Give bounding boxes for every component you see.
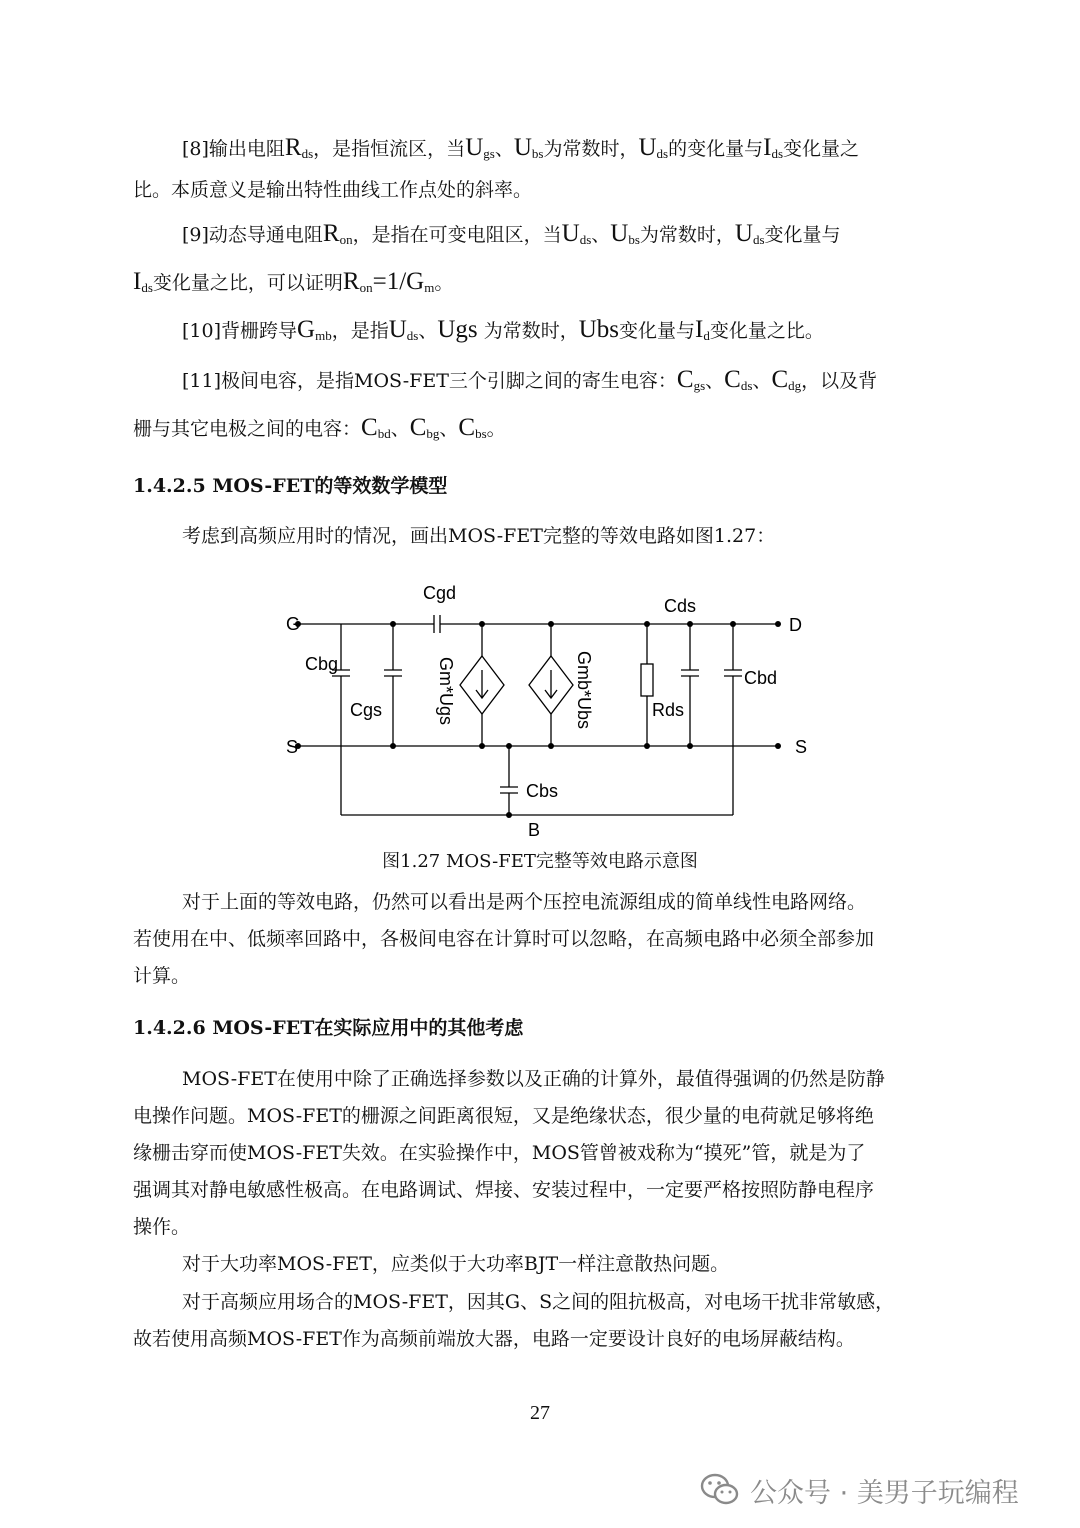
watermark (700, 1470, 1019, 1510)
label-g: G (286, 614, 301, 634)
figure-caption: 图1.27 MOS-FET完整等效电路示意图 (382, 851, 698, 872)
circuit-discussion-line-3: 计算。 (133, 965, 191, 987)
paragraph-11-line-1: [11]极间电容，是指MOS-FET三个引脚之间的寄生电容：$C_{gs}$、$C_{ds}$、$C_{dg}$，以及背 (182, 366, 878, 393)
label-gm-ugs: Gm*Ugs (436, 657, 456, 726)
paragraph-11-line-2: 栅与其它电极之间的电容：$C_{bd}$、$C_{bg}$、$C_{bs}$。 (133, 414, 506, 441)
label-cbs: Cbs (526, 781, 559, 801)
label-rds: Rds (652, 700, 685, 720)
paragraph-10: [10]背栅跨导$G_{mb}$，是指$U_{ds}$、Ugs 为常数时，Ubs变化量与$I_d$变化量之比。 (182, 316, 824, 343)
paragraph-9-line-2: $I_{ds}$变化量之比，可以证明$R_{on}=1/G_m$。 (133, 268, 454, 295)
label-cbg: Cbg (305, 654, 339, 674)
section6-line-8: 故若使用高频MOS-FET作为高频前端放大器，电路一定要设计良好的电场屏蔽结构。 (133, 1328, 855, 1350)
page-number: 27 (530, 1402, 550, 1424)
paragraph-9-line-1: [9]动态导通电阻$R_{on}$，是指在可变电阻区，当$U_{ds}$、$U_{bs}$为常数时，$U_{ds}$变化量与 (182, 220, 841, 247)
label-cgd: Cgd (423, 583, 457, 603)
paragraph-8-line-2: 比。本质意义是输出特性曲线工作点处的斜率。 (133, 179, 533, 201)
wechat-icon (700, 1473, 740, 1507)
label-cgs: Cgs (350, 700, 383, 720)
section6-line-7: 对于高频应用场合的MOS-FET，因其G、S之间的阻抗极高，对电场干扰非常敏感， (182, 1291, 895, 1313)
section6-line-6: 对于大功率MOS-FET，应类似于大功率BJT一样注意散热问题。 (182, 1253, 730, 1275)
section6-line-3: 缘栅击穿而使MOS-FET失效。在实验操作中，MOS管曾被戏称为“摸死”管，就是为了 (133, 1142, 866, 1164)
circuit-discussion-line-2: 若使用在中、低频率回路中，各极间电容在计算时可以忽略，在高频电路中必须全部参加 (133, 928, 875, 950)
figure-intro-text: 考虑到高频应用时的情况，画出MOS-FET完整的等效电路如图1.27： (182, 525, 776, 547)
label-cbd: Cbd (744, 668, 778, 688)
section6-line-5: 操作。 (133, 1216, 191, 1238)
section6-line-2: 电操作问题。MOS-FET的栅源之间距离很短，又是绝缘状态，很少量的电荷就足够将绝 (133, 1105, 874, 1127)
label-gmb-ubs: Gmb*Ubs (574, 651, 594, 730)
label-cds: Cds (664, 596, 697, 616)
section-heading-1-4-2-5: 1.4.2.5 MOS-FET的等效数学模型 (133, 475, 448, 497)
label-d: D (789, 615, 802, 635)
section6-line-4: 强调其对静电敏感性极高。在电路调试、焊接、安装过程中，一定要严格按照防静电程序 (133, 1179, 875, 1201)
label-s-left: S (286, 737, 299, 757)
label-s-right: S (795, 737, 808, 757)
circuit-discussion-line-1: 对于上面的等效电路，仍然可以看出是两个压控电流源组成的简单线性电路网络。 (182, 891, 867, 913)
watermark-text: 公众号 · 美男子玩编程 (750, 1477, 1019, 1509)
section-heading-1-4-2-6: 1.4.2.6 MOS-FET在实际应用中的其他考虑 (133, 1017, 524, 1039)
label-b: B (528, 820, 541, 840)
mosfet-equivalent-circuit (270, 575, 830, 847)
paragraph-8-line-1: [8]输出电阻$R_{ds}$，是指恒流区，当$U_{gs}$、$U_{bs}$为常数时，$U_{ds}$的变化量与$I_{ds}$变化量之 (182, 134, 860, 161)
section6-line-1: MOS-FET在使用中除了正确选择参数以及正确的计算外，最值得强调的仍然是防静 (182, 1068, 885, 1090)
